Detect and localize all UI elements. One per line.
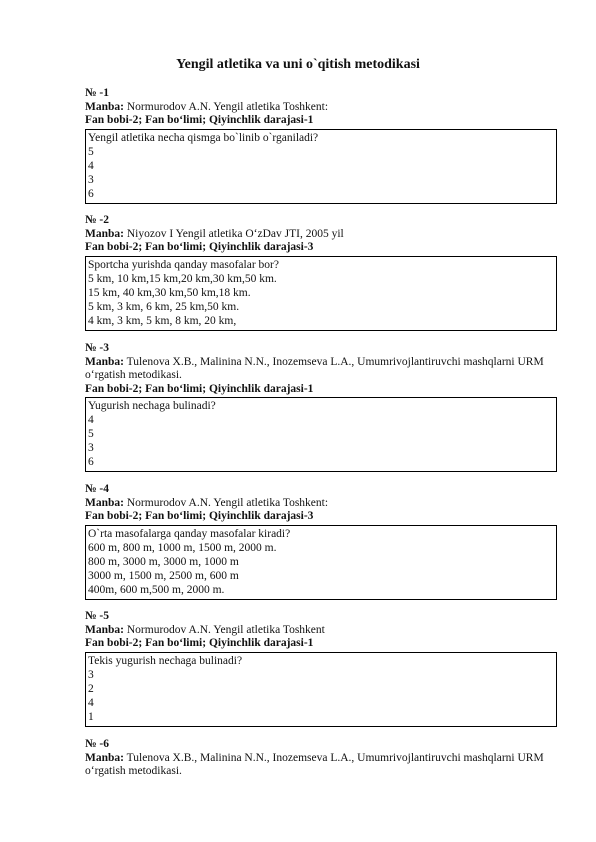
difficulty-line: Fan bobi-2; Fan bo‘limi; Qiyinchlik darajasi-3	[85, 241, 314, 253]
answer-option: 5	[88, 145, 94, 158]
source-text: Tulenova X.B., Malinina N.N., Inozemseva L.A., Umumrivojlantiruvchi mashqlarni URM o‘rgatish metodikasi.	[85, 751, 544, 777]
source-line	[85, 624, 557, 638]
answer-option: 4	[88, 159, 94, 172]
question-number: № -3	[85, 342, 110, 354]
question-text: Sportcha yurishda qanday masofalar bor?	[88, 258, 279, 271]
answer-option: 5 km, 10 km,15 km,20 km,30 km,50 km.	[88, 272, 277, 285]
source-text: Normurodov A.N. Yengil atletika Toshkent	[123, 623, 325, 636]
question-block-1	[85, 87, 557, 204]
difficulty-line: Fan bobi-2; Fan bo‘limi; Qiyinchlik darajasi-3	[85, 510, 314, 522]
source-label: Manba:	[85, 227, 124, 240]
question-box	[85, 256, 557, 331]
question-text: Yugurish nechaga bulinadi?	[88, 400, 216, 412]
question-number: № -1	[85, 87, 110, 99]
question-number: № -2	[85, 214, 110, 226]
question-text: O`rta masofalarga qanday masofalar kiradi?	[88, 527, 291, 540]
answer-option: 15 km, 40 km,30 km,50 km,18 km.	[88, 286, 251, 299]
answer-option: 5 km, 3 km, 6 km, 25 km,50 km.	[88, 300, 240, 313]
source-label: Manba:	[85, 751, 124, 764]
source-line	[85, 101, 557, 115]
answer-option: 4 km, 3 km, 5 km, 8 km, 20 km,	[88, 314, 237, 327]
question-number: № -5	[85, 610, 110, 622]
answer-option: 6	[88, 456, 94, 468]
source-label: Manba:	[85, 496, 124, 509]
source-text: Niyozov I Yengil atletika O‘zDav JTI, 2005 yil	[123, 227, 344, 240]
source-label: Manba:	[85, 100, 124, 113]
difficulty-line: Fan bobi-2; Fan bo‘limi; Qiyinchlik darajasi-1	[85, 114, 314, 126]
difficulty-line: Fan bobi-2; Fan bo‘limi; Qiyinchlik darajasi-1	[85, 637, 314, 649]
answer-option: 6	[88, 187, 94, 200]
answer-option: 800 m, 3000 m, 3000 m, 1000 m	[88, 555, 239, 568]
question-box	[85, 129, 557, 204]
question-box	[85, 525, 557, 600]
source-line	[85, 356, 557, 383]
source-line	[85, 497, 557, 511]
source-text: Normurodov A.N. Yengil atletika Toshkent:	[123, 496, 329, 509]
answer-option: 3	[88, 442, 94, 454]
answer-option: 4	[88, 696, 94, 709]
source-line	[85, 228, 557, 242]
question-text: Yengil atletika necha qismga bo`linib o`rganiladi?	[88, 131, 319, 144]
question-block-2	[85, 214, 557, 331]
difficulty-line: Fan bobi-2; Fan bo‘limi; Qiyinchlik darajasi-1	[85, 382, 314, 395]
question-text: Tekis yugurish nechaga bulinadi?	[88, 654, 243, 667]
answer-option: 3	[88, 173, 94, 186]
question-block-4	[85, 483, 557, 600]
question-box	[85, 397, 557, 472]
answer-option: 600 m, 800 m, 1000 m, 1500 m, 2000 m.	[88, 541, 277, 554]
answer-option: 400m, 600 m,500 m, 2000 m.	[88, 583, 225, 596]
question-number: № -4	[85, 483, 110, 495]
source-text: Tulenova X.B., Malinina N.N., Inozemseva L.A., Umumrivojlantiruvchi mashqlarni URM o‘rgatish metodikasi.	[85, 355, 544, 381]
question-block-6	[85, 738, 557, 779]
answer-option: 5	[88, 428, 94, 440]
source-line	[85, 752, 557, 779]
answer-option: 3000 m, 1500 m, 2500 m, 600 m	[88, 569, 239, 582]
question-number: № -6	[85, 738, 110, 750]
answer-option: 2	[88, 682, 94, 695]
answer-option: 3	[88, 668, 94, 681]
source-label: Manba:	[85, 355, 124, 368]
source-text: Normurodov A.N. Yengil atletika Toshkent:	[123, 100, 329, 113]
source-label: Manba:	[85, 623, 124, 636]
answer-option: 1	[88, 710, 94, 723]
question-block-5	[85, 610, 557, 727]
answer-option: 4	[88, 414, 94, 426]
page-title: Yengil atletika va uni o`qitish metodikasi	[176, 57, 420, 72]
question-block-3	[85, 342, 557, 472]
question-box	[85, 652, 557, 727]
